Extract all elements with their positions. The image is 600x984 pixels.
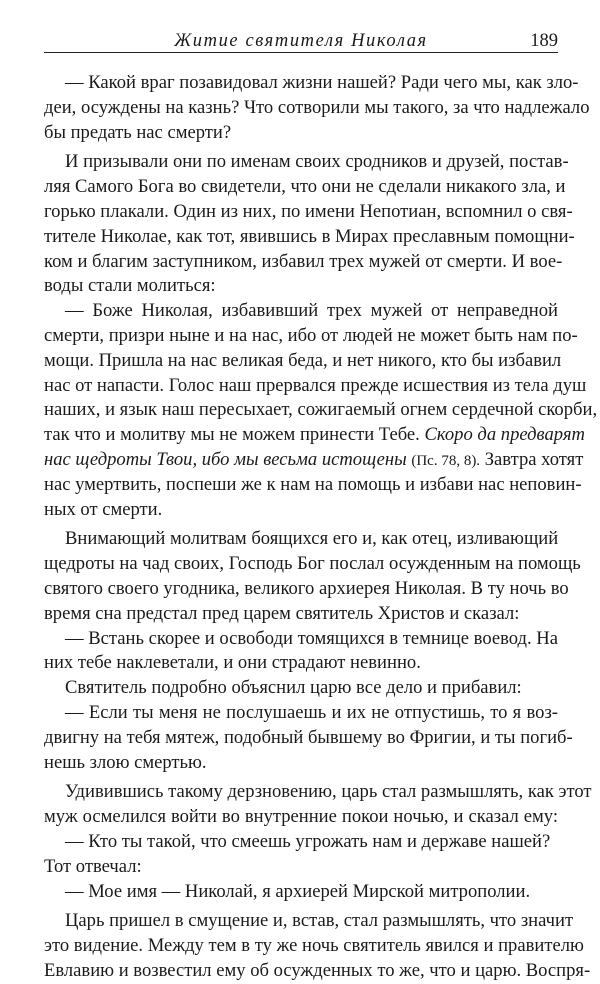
text-line: Удивившись такому дерзновению, царь стал размышлять, как этот (65, 781, 592, 803)
text-line: горько плакали. Один из них, по имени Непотиан, вспомнил о свя- (44, 200, 573, 222)
text-body (44, 71, 598, 984)
text-line: ком и благим заступником, избавил трех мужей от смерти. И вое- (44, 250, 563, 272)
text-line-mixed (44, 423, 585, 448)
text-line: нешь злою смертью. (44, 751, 207, 773)
text-segment: так что и молитву мы не можем принести Тебе. (44, 424, 420, 446)
text-line: нас от напасти. Голос наш прервался прежде исшествия из тела душ (44, 374, 587, 396)
scripture-quote: нас щедроты Твои, ибо мы весьма истощены (44, 448, 407, 470)
text-line: смерти, призри ныне и на нас, ибо от людей не может быть нам по- (44, 324, 578, 346)
text-line: Святитель подробно объяснил царю все дело и прибавил: (65, 677, 522, 699)
text-line: нас умертвить, поспеши же к нам на помощь и избави нас неповин- (44, 473, 582, 495)
text-segment: Завтра хотят (484, 448, 584, 470)
text-line: — Кто ты такой, что смеешь угрожать нам и державе нашей? (65, 830, 551, 852)
text-line: — Боже Николая, избавивший трех мужей от неправедной (65, 300, 558, 322)
text-line: наших, и язык наш пересыхает, сожигаемый огнем сердечной скорби, (44, 399, 598, 421)
text-line: двигну на тебя мятеж, подобный бывшему во Фригии, и ты погиб- (44, 726, 573, 748)
text-line: — Какой враг позавидовал жизни нашей? Ради чего мы, как зло- (65, 72, 579, 93)
text-line: муж осмелился войти во внутренние покои ночью, и сказал ему: (44, 806, 558, 828)
text-line: Царь пришел в смущение и, встав, стал размышлять, что значит (65, 910, 574, 932)
text-line-mixed (44, 448, 584, 473)
text-line: Тот отвечал: (44, 855, 142, 877)
text-line: них тебе наклеветали, и они страдают невинно. (44, 652, 421, 674)
text-line: мощи. Пришла на нас великая беда, и нет никого, кто бы избавил (44, 349, 562, 371)
text-line: — Встань скорее и освободи томящихся в темнице воевод. На (65, 627, 558, 649)
page-number: 189 (530, 31, 558, 51)
text-line: — Если ты меня не послушаешь и их не отпустишь, то я воз- (65, 701, 558, 723)
text-line: И призывали они по именам своих сродников и друзей, постав- (65, 151, 569, 173)
text-line: Евлавию и возвестил ему об осужденных то же, что и царю. Воспря- (44, 959, 591, 981)
text-line: тителе Николае, как тот, явившись в Мирах преславным помощни- (44, 225, 575, 247)
text-line: ляя Самого Бога во свидетели, что они не сделали никакого зла, и (44, 176, 566, 198)
text-line: щедроты на чад своих, Господь Бог послал осужденным на помощь (44, 553, 581, 575)
text-line: Внимающий молитвам боящихся его и, как отец, изливающий (65, 528, 559, 550)
text-line: воды стали молиться: (44, 275, 216, 297)
text-line: время сна предстал пред царем святитель Христов и сказал: (44, 602, 520, 624)
text-line: деи, осуждены на казнь? Что сотворили мы такого, за что надлежало (44, 96, 590, 118)
scripture-reference: (Пс. 78, 8). (411, 452, 481, 469)
running-title: Житие святителя Николая (174, 31, 428, 51)
running-header (44, 28, 558, 53)
text-line: — Мое имя — Николай, я архиерей Мирской митрополии. (65, 880, 531, 902)
text-line: это видение. Между тем в ту же ночь святитель явился и правителю (44, 935, 584, 957)
text-line: ных от смерти. (44, 498, 163, 520)
scripture-quote: Скоро да предварят (424, 424, 585, 446)
text-line: святого своего угодника, великого архиерея Николая. В ту ночь во (44, 577, 569, 599)
text-line: бы предать нас смерти? (44, 121, 232, 143)
